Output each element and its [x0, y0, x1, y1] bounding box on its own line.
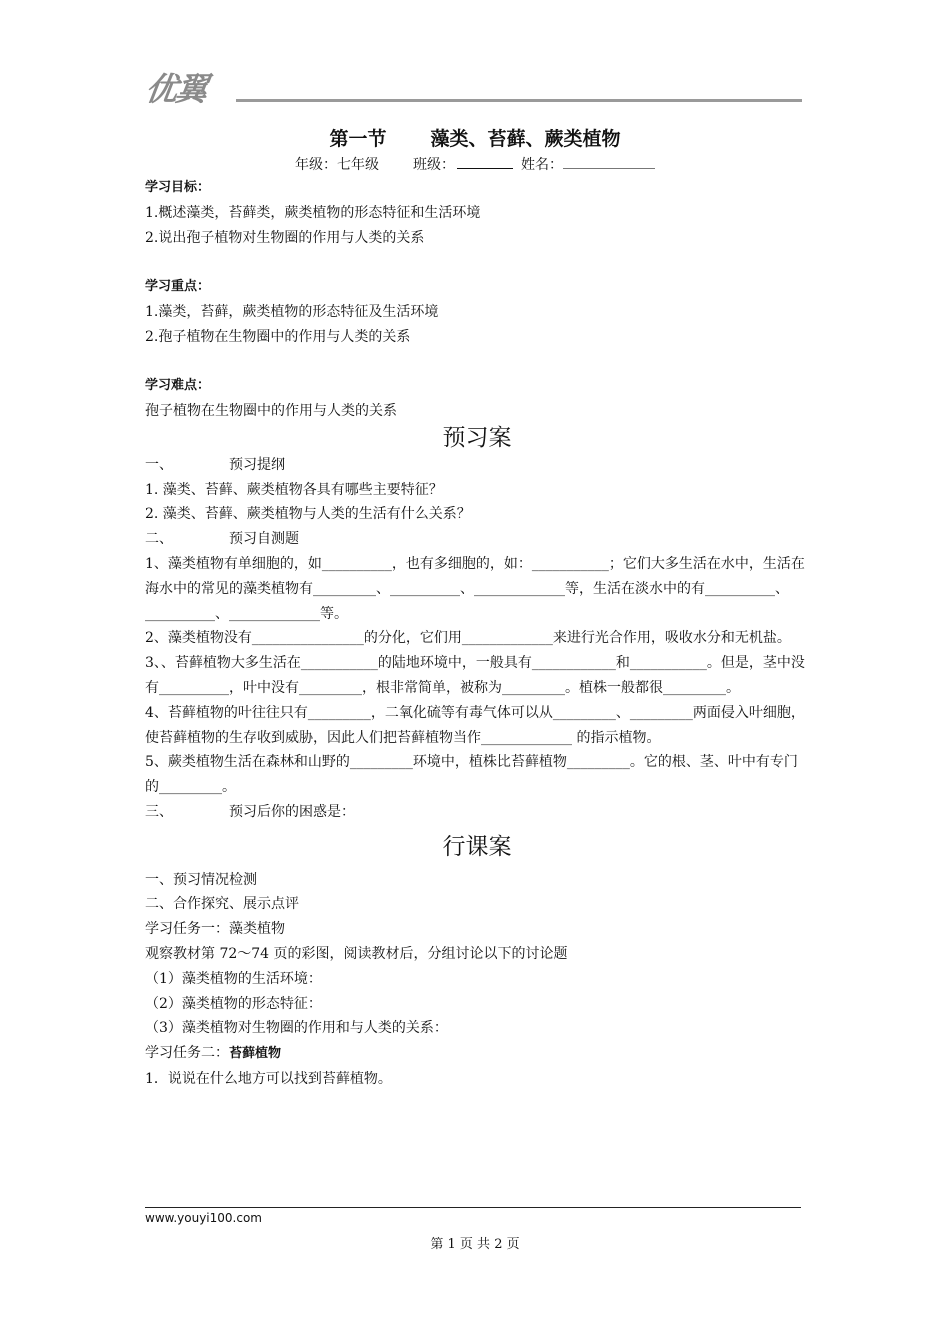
key-point-item: 1.藻类，苔藓，蕨类植物的形态特征及生活环境 [145, 303, 439, 320]
lesson-item-1: 一、预习情况检测 [145, 871, 257, 888]
test-item-4: 4、苔藓植物的叶往往只有_________，二氧化硫等有毒气体可以从_________、_________两面侵入叶细胞，使苔藓植物的生存收到威胁，因此人们把苔藓植物当作_____________ 的指示植物。 [145, 704, 805, 746]
footer-url[interactable]: www.youyi100.com [145, 1211, 262, 1225]
document-body [145, 176, 809, 1092]
class-label: 班级： [413, 157, 455, 173]
document-title [0, 124, 950, 151]
page-number: 第 1 页 共 2 页 [430, 1237, 520, 1252]
title-topic: 藻类、苔藓、蕨类植物 [430, 128, 621, 150]
name-label: 姓名： [521, 157, 563, 173]
test-item-5: 5、蕨类植物生活在森林和山野的_________环境中，植株比苔藓植物_________。它的根、茎、叶中有专门的_________。 [145, 754, 798, 796]
difficulties-heading: 学习难点： [145, 378, 211, 394]
class-blank [457, 156, 513, 169]
objectives-heading: 学习目标： [145, 180, 211, 195]
test-item-1: 1、藻类植物有单细胞的，如__________，也有多细胞的，如：___________；它们大多生活在水中，生活在海水中的常见的藻类植物有_________、__________、_____________等，生活在淡水中的有__________、__________、_____________等。 [145, 555, 805, 622]
test-item-3: 3、、苔藓植物大多生活在___________的陆地环境中，一般具有____________和___________。但是，茎中没有__________，叶中没有_________，根非常简单，被称为_________。植株一般都很_________。 [145, 655, 805, 696]
discussion-1: （1）藻类植物的生活环境： [145, 970, 322, 987]
discussion-3: （3）藻类植物对生物圈的作用和与人类的关系： [145, 1020, 448, 1037]
key-point-item: 2.孢子植物在生物圈中的作用与人类的关系 [145, 328, 411, 345]
preview-question-2: 2. 藻类、苔藓、蕨类植物与人类的生活有什么关系？ [145, 506, 471, 523]
lesson-item-2: 二、合作探究、展示点评 [145, 896, 299, 913]
key-points-heading: 学习重点： [145, 279, 211, 295]
preview-section-3: 三、 预习后你的困惑是： [145, 803, 355, 820]
name-blank [563, 156, 655, 169]
brand-logo: 优翼 [143, 70, 209, 108]
discussion-2: （2）藻类植物的形态特征： [145, 995, 322, 1012]
header-divider [236, 99, 802, 102]
objective-item: 1.概述藻类，苔藓类，蕨类植物的形态特征和生活环境 [145, 204, 481, 221]
difficulties-text: 孢子植物在生物圈中的作用与人类的关系 [145, 403, 397, 420]
lesson-heading: 行课案 [442, 833, 512, 860]
preview-heading: 预习案 [442, 424, 512, 451]
student-info-line [0, 154, 950, 174]
preview-section-2: 二、 预习自测题 [145, 531, 299, 548]
test-item-2: 2、藻类植物没有________________的分化，它们用_____________来进行光合作用，吸收水分和无机盐。 [145, 630, 791, 647]
preview-question-1: 1. 藻类、苔藓、蕨类植物各具有哪些主要特征？ [145, 481, 443, 498]
task-2: 学习任务二：苔藓植物 [145, 1045, 282, 1062]
task-1: 学习任务一：藻类植物 [145, 921, 285, 938]
task-2-question-1: 1．说说在什么地方可以找到苔藓植物。 [145, 1070, 392, 1087]
objective-item: 2.说出孢子植物对生物圈的作用与人类的关系 [145, 229, 425, 246]
preview-section-1: 一、 预习提纲 [145, 456, 285, 473]
grade-label: 年级：七年级 [295, 157, 379, 173]
title-section: 第一节 [329, 128, 387, 150]
observe-instruction: 观察教材第 72～74 页的彩图，阅读教材后，分组讨论以下的讨论题 [145, 945, 568, 962]
footer-divider [145, 1207, 801, 1208]
